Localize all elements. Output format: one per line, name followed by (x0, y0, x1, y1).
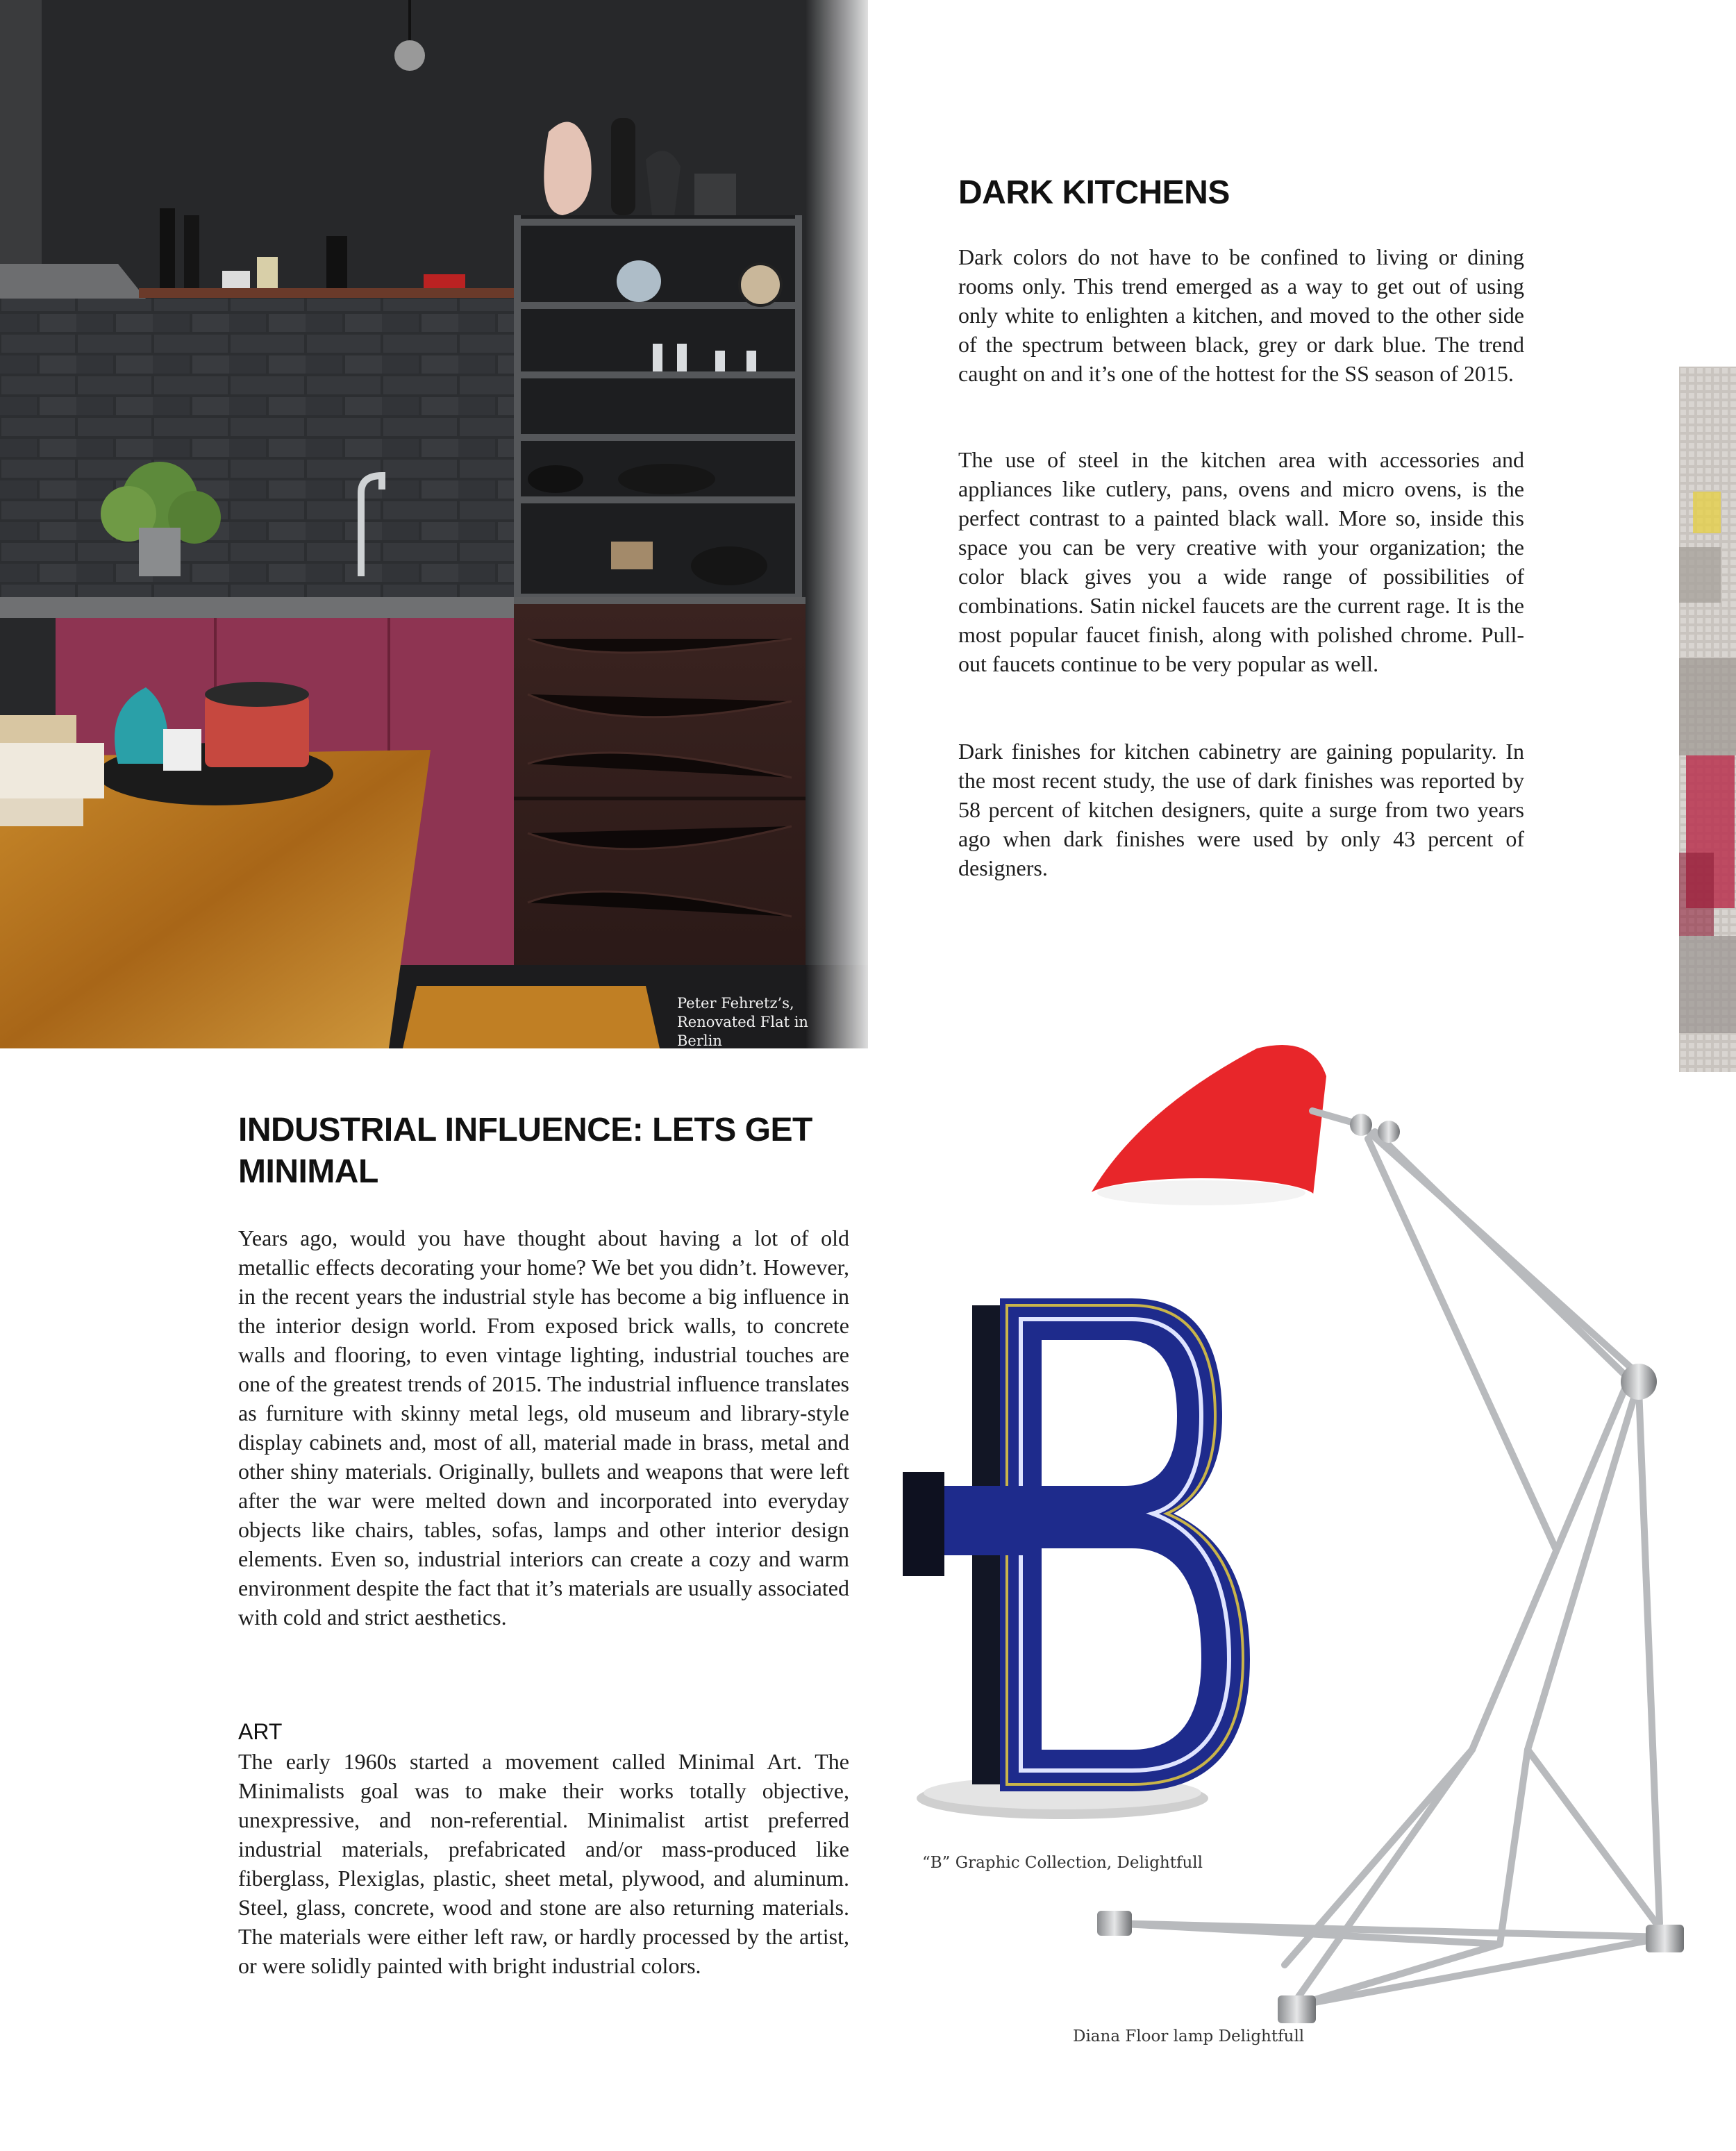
cross-stitch-fabric-strip (1679, 367, 1736, 1072)
industrial-heading (238, 1110, 863, 1193)
dark-kitchens-paragraph-2: The use of steel in the kitchen area with accessories and appliances like cutlery, pans, ovens and micro ovens, is the perfect contrast to a painted black wall. More so, inside this space you can be very creative with your organization; the color black gives you a wide range of possibilities of combinations. Satin nickel faucets are the current rage. It is the most popular faucet finish, along with polished chrome. Pull-out faucets continue to be very popular as well. (958, 447, 1524, 676)
industrial-heading-line-2: MINIMAL (238, 1153, 378, 1190)
diana-lamp-caption: Diana Floor lamp Delightfull (1073, 2027, 1305, 2045)
industrial-heading-line-1: INDUSTRIAL INFLUENCE: LETS GET (238, 1112, 812, 1148)
dark-kitchens-paragraph-3: Dark finishes for kitchen cabinetry are gaining popularity. In the most recent study, the use of dark finishes was reported by 58 percent of kitchen designers, quite a surge from two years ago when dark finishes were used by only 43 percent of designers. (958, 739, 1524, 880)
kitchen-photo-caption (677, 994, 858, 1051)
dark-kitchens-heading: DARK KITCHENS (958, 174, 1230, 211)
neon-b-caption: “B” Graphic Collection, Delightfull (922, 1854, 1203, 1872)
diana-floor-lamp-image (1083, 1035, 1708, 2034)
art-paragraph: The early 1960s started a movement called Minimal Art. The Minimalists goal was to make their works totally objective, unexpressive, and non-referential. Minimalist artist preferred industrial materials, prefabricated and/or mass-produced like fiberglass, Plexiglas, plastic, sheet metal, plywood, and aluminum. Steel, glass, concrete, wood and stone are also returning materials. The materials were either left raw, or hardly processed by the artist, or were solidly painted with bright industrial colors. (238, 1749, 849, 1978)
caption-line-2: Renovated Flat in Berlin (677, 1014, 808, 1049)
industrial-paragraph: Years ago, would you have thought about having a lot of old metallic effects decorating your home? We bet you didn’t. However, in the recent years the industrial style has become a big influence in the interior design world. From exposed brick walls, to concrete walls and flooring, to even vintage lighting, industrial touches are one of the greatest trends of 2015. The industrial influence translates as furniture with skinny metal legs, old museum and library-style display cabinets and, most of all, material made in brass, metal and other shiny materials. Originally, bullets and weapons that were left after the war were melted down and incorporated into everyday objects like chairs, tables, sofas, lamps and other interior design elements. Even so, industrial interiors can create a cozy and warm environment despite the fact that it’s materials are usually associated with cold and strict aesthetics. (238, 1225, 849, 1630)
art-subheading: ART (238, 1719, 283, 1744)
dark-kitchens-paragraph-1: Dark colors do not have to be confined to living or dining rooms only. This trend emerged as a way to get out of using only white to enlighten a kitchen, and moved to the other side of the spectrum between black, grey or dark blue. The trend caught on and it’s one of the hottest for the SS season of 2015. (958, 244, 1524, 386)
kitchen-photo (0, 0, 868, 1048)
caption-line-1: Peter Fehretz’s, (677, 995, 794, 1012)
